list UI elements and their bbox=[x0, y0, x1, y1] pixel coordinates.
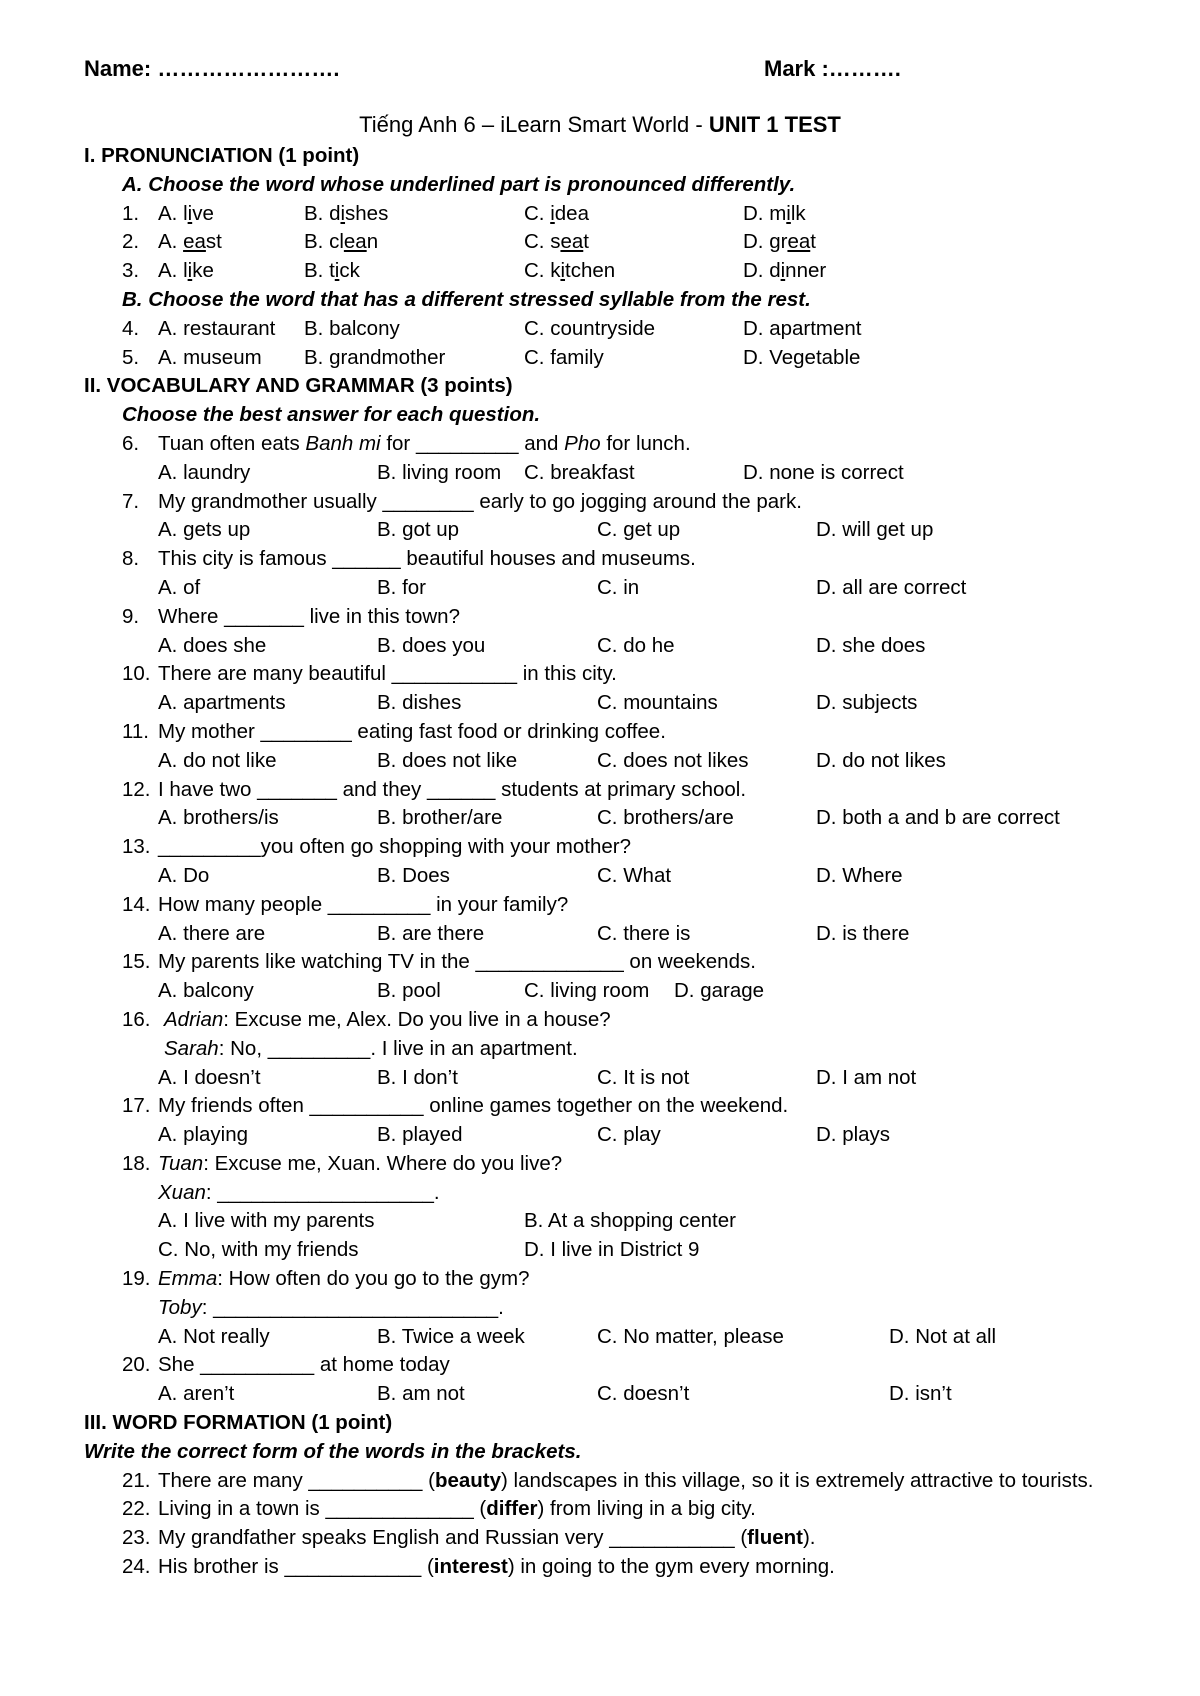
option-a: A. Not really bbox=[158, 1324, 270, 1348]
question-text: My mother ________ eating fast food or drinking coffee. bbox=[158, 719, 666, 743]
option-b: B. clean bbox=[304, 230, 379, 254]
question-text: My grandfather speaks English and Russian very ___________ (fluent). bbox=[158, 1526, 816, 1550]
question-8: 8. This city is famous ______ beautiful houses and museums. bbox=[84, 545, 1184, 574]
question-16: 16. Adrian: Excuse me, Alex. Do you live in a house? bbox=[84, 1006, 1184, 1035]
option-c: C. get up bbox=[597, 518, 681, 542]
option-a: A. brothers/is bbox=[158, 806, 279, 830]
option-c: C. idea bbox=[524, 201, 589, 225]
question-21: 21. There are many __________ (beauty) landscapes in this village, so it is extremely attractive to tourists. bbox=[84, 1467, 1184, 1496]
question-14: 14. How many people _________ in your family? bbox=[84, 891, 1184, 920]
option-a: A. like bbox=[158, 259, 214, 283]
dialogue-line-1: Emma: How often do you go to the gym? bbox=[158, 1267, 530, 1291]
answers-17 bbox=[84, 1121, 1184, 1150]
option-c: C. family bbox=[524, 345, 604, 369]
dialogue-line-2: Toby: _________________________. bbox=[158, 1295, 504, 1319]
question-text: How many people _________ in your family? bbox=[158, 892, 569, 916]
option-b: B. does you bbox=[377, 633, 486, 657]
question-11: 11. My mother ________ eating fast food or drinking coffee. bbox=[84, 718, 1184, 747]
answers-6 bbox=[84, 459, 1184, 488]
question-text: Living in a town is _____________ (differ) from living in a big city. bbox=[158, 1497, 756, 1521]
option-b: B. living room bbox=[377, 460, 502, 484]
option-d: D. Where bbox=[816, 863, 903, 887]
dialogue-line-1: Tuan: Excuse me, Xuan. Where do you live? bbox=[158, 1151, 563, 1175]
question-23: 23. My grandfather speaks English and Russian very ___________ (fluent). bbox=[84, 1524, 1184, 1553]
option-c: C. No matter, please bbox=[597, 1324, 784, 1348]
test-body bbox=[84, 142, 1184, 1582]
option-b: B. played bbox=[377, 1123, 463, 1147]
option-b: B. are there bbox=[377, 921, 485, 945]
option-d: D. I am not bbox=[816, 1065, 917, 1089]
option-b: B. At a shopping center bbox=[524, 1209, 736, 1233]
answers-13 bbox=[84, 862, 1184, 891]
option-a: A. restaurant bbox=[158, 316, 276, 340]
option-b: B. for bbox=[377, 575, 426, 599]
question-text: There are many __________ (beauty) landscapes in this village, so it is extremely attractive to tourists. bbox=[158, 1468, 1094, 1492]
option-a: A. gets up bbox=[158, 518, 251, 542]
option-c: C. in bbox=[597, 575, 640, 599]
instruction-b: B. Choose the word that has a different stressed syllable from the rest. bbox=[122, 287, 811, 311]
vocab-instruction: Choose the best answer for each question. bbox=[122, 403, 541, 427]
question-text: His brother is ____________ (interest) in going to the gym every morning. bbox=[158, 1555, 835, 1579]
dialogue-line-2: Xuan: ___________________. bbox=[158, 1180, 440, 1204]
question-10: 10. There are many beautiful ___________ in this city. bbox=[84, 660, 1184, 689]
option-c: C. No, with my friends bbox=[158, 1238, 359, 1262]
option-b: B. I don’t bbox=[377, 1065, 458, 1089]
option-c: C. play bbox=[597, 1123, 661, 1147]
question-text: Where _______ live in this town? bbox=[158, 604, 460, 628]
option-a: A. I doesn’t bbox=[158, 1065, 261, 1089]
option-b: B. am not bbox=[377, 1382, 465, 1406]
question-text: She __________ at home today bbox=[158, 1353, 450, 1377]
question-6: 6. Tuan often eats Banh mi for _________ and Pho for lunch. bbox=[84, 430, 1184, 459]
option-c: C. living room bbox=[524, 979, 650, 1003]
name-field: Name: ……………………. bbox=[84, 56, 340, 81]
question-22: 22. Living in a town is _____________ (differ) from living in a big city. bbox=[84, 1495, 1184, 1524]
answers-20 bbox=[84, 1380, 1184, 1409]
dialogue-line-1: Adrian: Excuse me, Alex. Do you live in a house? bbox=[164, 1007, 611, 1031]
option-b: B. got up bbox=[377, 518, 460, 542]
option-c: C. countryside bbox=[524, 316, 656, 340]
option-a: A. apartments bbox=[158, 691, 286, 715]
question-text: Tuan often eats Banh mi for _________ and Pho for lunch. bbox=[158, 431, 691, 455]
option-b: B. tick bbox=[304, 259, 360, 283]
question-text: This city is famous ______ beautiful houses and museums. bbox=[158, 547, 696, 571]
answers-11 bbox=[84, 747, 1184, 776]
question-18: 18. Tuan: Excuse me, Xuan. Where do you live? bbox=[84, 1150, 1184, 1179]
option-d: D. is there bbox=[816, 921, 910, 945]
option-b: B. brother/are bbox=[377, 806, 503, 830]
question-7: 7. My grandmother usually ________ early to go jogging around the park. bbox=[84, 488, 1184, 517]
option-d: D. isn’t bbox=[889, 1382, 952, 1406]
question-24: 24. His brother is ____________ (interest) in going to the gym every morning. bbox=[84, 1553, 1184, 1582]
option-c: C. mountains bbox=[597, 691, 718, 715]
option-d: D. I live in District 9 bbox=[524, 1238, 700, 1262]
mark-field: Mark :………. bbox=[764, 56, 901, 81]
option-c: C. there is bbox=[597, 921, 691, 945]
question-19: 19. Emma: How often do you go to the gym? bbox=[84, 1265, 1184, 1294]
option-c: C. brothers/are bbox=[597, 806, 734, 830]
option-a: A. east bbox=[158, 230, 222, 254]
option-c: C. What bbox=[597, 863, 672, 887]
question-text: My grandmother usually ________ early to go jogging around the park. bbox=[158, 489, 802, 513]
question-text: There are many beautiful ___________ in this city. bbox=[158, 662, 617, 686]
option-b: B. pool bbox=[377, 979, 441, 1003]
question-text: My parents like watching TV in the _____________ on weekends. bbox=[158, 950, 756, 974]
option-b: B. balcony bbox=[304, 316, 400, 340]
option-d: D. subjects bbox=[816, 691, 918, 715]
question-13: 13. _________you often go shopping with your mother? bbox=[84, 833, 1184, 862]
page-title: Tiếng Anh 6 – iLearn Smart World - UNIT 1 TEST bbox=[359, 112, 841, 137]
question-12: 12. I have two _______ and they ______ students at primary school. bbox=[84, 776, 1184, 805]
section-vocabulary-heading: II. VOCABULARY AND GRAMMAR (3 points) bbox=[84, 374, 513, 398]
option-c: C. It is not bbox=[597, 1065, 690, 1089]
answers-8 bbox=[84, 574, 1184, 603]
option-c: C. does not likes bbox=[597, 748, 749, 772]
question-15: 15. My parents like watching TV in the _____________ on weekends. bbox=[84, 948, 1184, 977]
question-17: 17. My friends often __________ online games together on the weekend. bbox=[84, 1092, 1184, 1121]
answers-16 bbox=[84, 1064, 1184, 1093]
option-d: D. Not at all bbox=[889, 1324, 997, 1348]
option-b: B. Does bbox=[377, 863, 450, 887]
instruction-a: A. Choose the word whose underlined part is pronounced differently. bbox=[122, 172, 796, 196]
word-formation-instruction: Write the correct form of the words in the brackets. bbox=[84, 1439, 582, 1463]
option-d: D. all are correct bbox=[816, 575, 967, 599]
question-text: My friends often __________ online games together on the weekend. bbox=[158, 1094, 789, 1118]
option-a: A. do not like bbox=[158, 748, 277, 772]
question-text: I have two _______ and they ______ students at primary school. bbox=[158, 777, 747, 801]
option-a: A. does she bbox=[158, 633, 267, 657]
option-a: A. live bbox=[158, 201, 214, 225]
question-2: 2. A. east B. clean C. seat D. great bbox=[84, 228, 1184, 257]
option-a: A. of bbox=[158, 575, 201, 599]
option-b: B. does not like bbox=[377, 748, 518, 772]
option-b: B. grandmother bbox=[304, 345, 446, 369]
question-20: 20. She __________ at home today bbox=[84, 1351, 1184, 1380]
option-d: D. do not likes bbox=[816, 748, 946, 772]
option-d: D. great bbox=[743, 230, 816, 254]
option-c: C. seat bbox=[524, 230, 589, 254]
option-d: D. plays bbox=[816, 1123, 891, 1147]
answers-18-cd bbox=[84, 1236, 1184, 1265]
option-b: B. dishes bbox=[377, 691, 462, 715]
question-9: 9. Where _______ live in this town? bbox=[84, 603, 1184, 632]
option-b: B. dishes bbox=[304, 201, 389, 225]
option-a: A. balcony bbox=[158, 979, 254, 1003]
option-a: A. museum bbox=[158, 345, 262, 369]
question-3: 3. A. like B. tick C. kitchen D. dinner bbox=[84, 257, 1184, 286]
answers-9 bbox=[84, 632, 1184, 661]
answers-19 bbox=[84, 1323, 1184, 1352]
option-c: C. do he bbox=[597, 633, 675, 657]
question-5: 5. A. museum B. grandmother C. family D. Vegetable bbox=[84, 344, 1184, 373]
option-a: A. laundry bbox=[158, 460, 251, 484]
option-b: B. Twice a week bbox=[377, 1324, 525, 1348]
option-d: D. Vegetable bbox=[743, 345, 861, 369]
option-d: D. dinner bbox=[743, 259, 827, 283]
question-16-line-2 bbox=[84, 1035, 1184, 1064]
answers-14 bbox=[84, 920, 1184, 949]
section-pronunciation-heading: I. PRONUNCIATION (1 point) bbox=[84, 144, 360, 167]
answers-12 bbox=[84, 804, 1184, 833]
option-d: D. she does bbox=[816, 633, 926, 657]
question-19-line-2 bbox=[84, 1294, 1184, 1323]
option-c: C. doesn’t bbox=[597, 1382, 690, 1406]
question-4: 4. A. restaurant B. balcony C. countryside D. apartment bbox=[84, 315, 1184, 344]
option-c: C. kitchen bbox=[524, 259, 616, 283]
section-word-formation-heading: III. WORD FORMATION (1 point) bbox=[84, 1411, 393, 1435]
question-1: 1. A. live B. dishes C. idea D. milk bbox=[84, 200, 1184, 229]
option-c: C. breakfast bbox=[524, 460, 635, 484]
option-d: D. none is correct bbox=[743, 460, 904, 484]
option-a: A. I live with my parents bbox=[158, 1209, 375, 1233]
option-d: D. will get up bbox=[816, 518, 934, 542]
option-d: D. both a and b are correct bbox=[816, 806, 1060, 830]
option-a: A. aren’t bbox=[158, 1382, 235, 1406]
option-a: A. playing bbox=[158, 1123, 249, 1147]
option-d: D. garage bbox=[674, 979, 765, 1003]
dialogue-line-2: Sarah: No, _________. I live in an apartment. bbox=[164, 1036, 578, 1060]
answers-10 bbox=[84, 689, 1184, 718]
option-d: D. milk bbox=[743, 201, 806, 225]
option-a: A. there are bbox=[158, 921, 266, 945]
answers-7 bbox=[84, 516, 1184, 545]
answers-15 bbox=[84, 977, 1184, 1006]
question-18-line-2 bbox=[84, 1179, 1184, 1208]
answers-18-ab bbox=[84, 1207, 1184, 1236]
option-d: D. apartment bbox=[743, 316, 862, 340]
question-text: _________you often go shopping with your mother? bbox=[158, 835, 631, 859]
option-a: A. Do bbox=[158, 863, 210, 887]
